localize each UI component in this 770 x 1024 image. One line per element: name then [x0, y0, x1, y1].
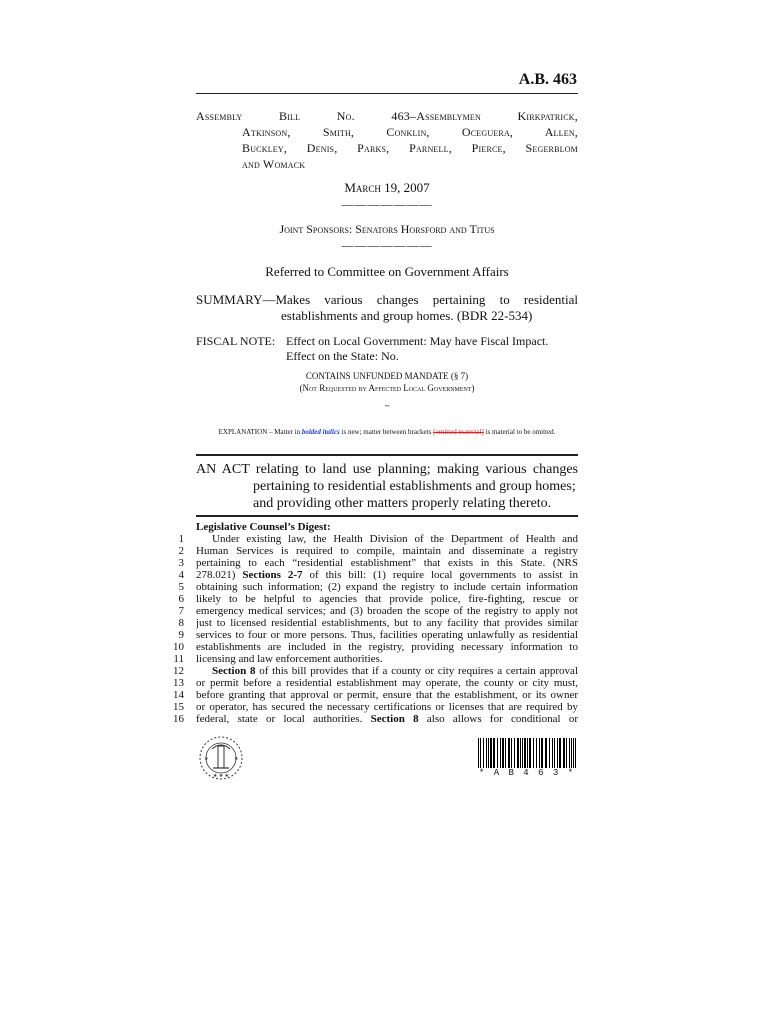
line-number: 9 — [178, 629, 184, 641]
digest-line — [160, 689, 580, 701]
barcode-bar — [575, 738, 576, 768]
sponsors-line-1: Assembly Bill No. 463–Assemblymen Kirkpatrick, — [196, 109, 578, 123]
separator-1: ——————— — [341, 197, 433, 211]
fiscal-note-label: FISCAL NOTE: — [196, 334, 276, 348]
mandate-line-2: (Not Requested by Affected Local Government) — [299, 383, 475, 393]
mandate-line-1: CONTAINS UNFUNDED MANDATE (§ 7) — [305, 371, 469, 381]
digest-line — [160, 605, 580, 617]
act-line-3: and providing other matters properly relating thereto. — [253, 496, 552, 511]
joint-sponsors: Joint Sponsors: Senators Horsford and Titus — [279, 222, 495, 236]
barcode-bar — [563, 738, 565, 768]
explanation-middle: is new; matter between brackets — [341, 428, 432, 436]
summary-block — [196, 292, 578, 324]
barcode-bar — [552, 738, 553, 768]
barcode-bar — [536, 738, 537, 768]
barcode-bar — [514, 738, 515, 768]
separator-2: ——————— — [341, 238, 433, 252]
line-number: 11 — [173, 653, 184, 665]
barcode-bar — [520, 738, 521, 768]
digest-line — [160, 701, 580, 713]
digest-line-text: Human Services is required to compile, maintain and disseminate a registry — [196, 545, 578, 557]
barcode-bar — [557, 738, 558, 768]
barcode-bar — [490, 738, 492, 768]
referred-to-committee: Referred to Committee on Government Affairs — [265, 264, 509, 279]
digest-title: Legislative Counsel’s Digest: — [196, 521, 331, 533]
header-rule — [196, 93, 578, 94]
sponsors-block — [196, 108, 578, 172]
sponsors-line-3: Buckley, Denis, Parks, Parnell, Pierce, Segerblom — [242, 141, 578, 155]
line-number: 4 — [178, 569, 184, 581]
barcode-bar — [539, 738, 540, 768]
sponsors-line-4: and Womack — [242, 157, 306, 171]
digest-line — [160, 665, 580, 677]
svg-text:★: ★ — [204, 757, 209, 762]
digest-line-text: 278.021) Sections 2-7 of this bill: (1) require local governments to assist in — [196, 569, 578, 581]
digest-line — [160, 557, 580, 569]
line-number: 16 — [173, 713, 184, 725]
summary-line-1: SUMMARY—Makes various changes pertaining to residential — [196, 292, 578, 307]
bill-date: March 19, 2007 — [344, 180, 430, 195]
barcode-bar — [478, 738, 479, 768]
line-number: 7 — [178, 605, 184, 617]
svg-text:★ ★ ★: ★ ★ ★ — [213, 774, 229, 779]
unfunded-mandate — [196, 370, 578, 394]
barcode-bar — [569, 738, 570, 768]
barcode-bar — [508, 738, 510, 768]
sponsors-line-2: Atkinson, Smith, Conklin, Oceguera, Allen, — [242, 125, 578, 139]
digest-line-text: licensing and law enforcement authorities. — [196, 653, 383, 665]
barcode-bar — [559, 738, 561, 768]
tilde-divider: ~ — [384, 401, 390, 411]
barcode-bar — [545, 738, 547, 768]
digest-line — [160, 533, 580, 545]
svg-text:★: ★ — [234, 757, 239, 762]
barcode-bar — [502, 738, 504, 768]
digest-line — [160, 617, 580, 629]
barcode-bar — [480, 738, 481, 768]
barcode-bar — [549, 738, 550, 768]
act-title — [196, 461, 578, 512]
bill-id: A.B. 463 — [518, 71, 577, 88]
barcode-bar — [511, 738, 512, 768]
line-number: 14 — [173, 689, 184, 701]
act-line-1: AN ACT relating to land use planning; making various changes — [196, 462, 578, 477]
digest-line-text: obtaining such information; (2) expand the registry to include certain information — [196, 581, 578, 593]
fiscal-state-effect: Effect on the State: No. — [286, 349, 399, 363]
digest-line-text: federal, state or local authorities. Section 8 also allows for conditional or — [196, 713, 578, 725]
digest-line — [160, 593, 580, 605]
barcode-bar — [541, 738, 543, 768]
line-number: 1 — [178, 533, 184, 545]
barcode — [478, 738, 576, 768]
explanation-prefix: EXPLANATION – Matter in — [218, 428, 301, 436]
barcode-bar — [571, 738, 572, 768]
digest-body — [160, 533, 580, 725]
digest-line-text: services to four or more persons. Thus, facilities operating unlawfully as residential — [196, 629, 578, 641]
digest-line-text: or operator, has secured the necessary certifications or licenses that are required by — [196, 701, 578, 713]
summary-line-2: establishments and group homes. (BDR 22-534) — [281, 308, 533, 323]
act-bottom-rule — [196, 515, 578, 517]
digest-line-text: pertaining to each “residential establishment” that exists in this State. (NRS — [196, 557, 578, 569]
line-number: 5 — [178, 581, 184, 593]
digest-line — [160, 569, 580, 581]
barcode-bar — [554, 738, 555, 768]
barcode-bar — [524, 738, 526, 768]
digest-line — [160, 629, 580, 641]
explanation-omitted: [omitted material] — [433, 428, 484, 436]
digest-line-text: likely to be helpful to agencies that provide police, fire-fighting, rescue or — [196, 593, 578, 605]
barcode-bar — [488, 738, 489, 768]
fiscal-local-effect: Effect on Local Government: May have Fiscal Impact. — [286, 334, 549, 348]
explanation-bold-italic: bolded italics — [301, 428, 340, 436]
barcode-bar — [522, 738, 523, 768]
digest-line-text: or permit before a residential establishment may operate, the county or city must, — [196, 677, 578, 689]
explanation-suffix: is material to be omitted. — [485, 428, 556, 436]
barcode-bar — [566, 738, 567, 768]
digest-line-text: before granting that approval or permit, ensure that the establishment, or its owner — [196, 689, 578, 701]
digest-line-text: establishments are included in the registry, providing necessary information to — [196, 641, 578, 653]
digest-line — [160, 641, 580, 653]
line-number: 13 — [173, 677, 184, 689]
nevada-seal-icon — [198, 735, 244, 781]
digest-line-text: Under existing law, the Health Division of the Department of Health and — [212, 533, 578, 545]
barcode-bar — [533, 738, 534, 768]
act-line-2: pertaining to residential establishments and group homes; — [253, 479, 576, 494]
digest-line-text: just to licensed residential establishments, but to any facility that provides similar — [196, 617, 578, 629]
barcode-bar — [483, 738, 484, 768]
digest-line — [160, 713, 580, 725]
line-number: 3 — [178, 557, 184, 569]
fiscal-note — [196, 334, 578, 364]
barcode-bar — [527, 738, 528, 768]
barcode-bar — [517, 738, 519, 768]
line-number: 12 — [173, 665, 184, 677]
barcode-bar — [505, 738, 506, 768]
barcode-bar — [500, 738, 501, 768]
barcode-bar — [573, 738, 574, 768]
act-top-rule — [196, 454, 578, 456]
barcode-bar — [529, 738, 531, 768]
barcode-bar — [497, 738, 498, 768]
barcode-bar — [493, 738, 495, 768]
digest-line-text: Section 8 of this bill provides that if a county or city requires a certain approval — [212, 665, 578, 677]
digest-line — [160, 677, 580, 689]
line-number: 15 — [173, 701, 184, 713]
barcode-bar — [486, 738, 487, 768]
line-number: 8 — [178, 617, 184, 629]
barcode-text: * A B 4 6 3 * — [478, 768, 576, 778]
digest-line — [160, 653, 580, 665]
line-number: 10 — [173, 641, 184, 653]
digest-line-text: emergency medical services; and (3) broaden the scope of the registry to apply not — [196, 605, 578, 617]
digest-line — [160, 545, 580, 557]
line-number: 6 — [178, 593, 184, 605]
line-number: 2 — [178, 545, 184, 557]
explanation-note — [196, 428, 578, 436]
digest-line — [160, 581, 580, 593]
